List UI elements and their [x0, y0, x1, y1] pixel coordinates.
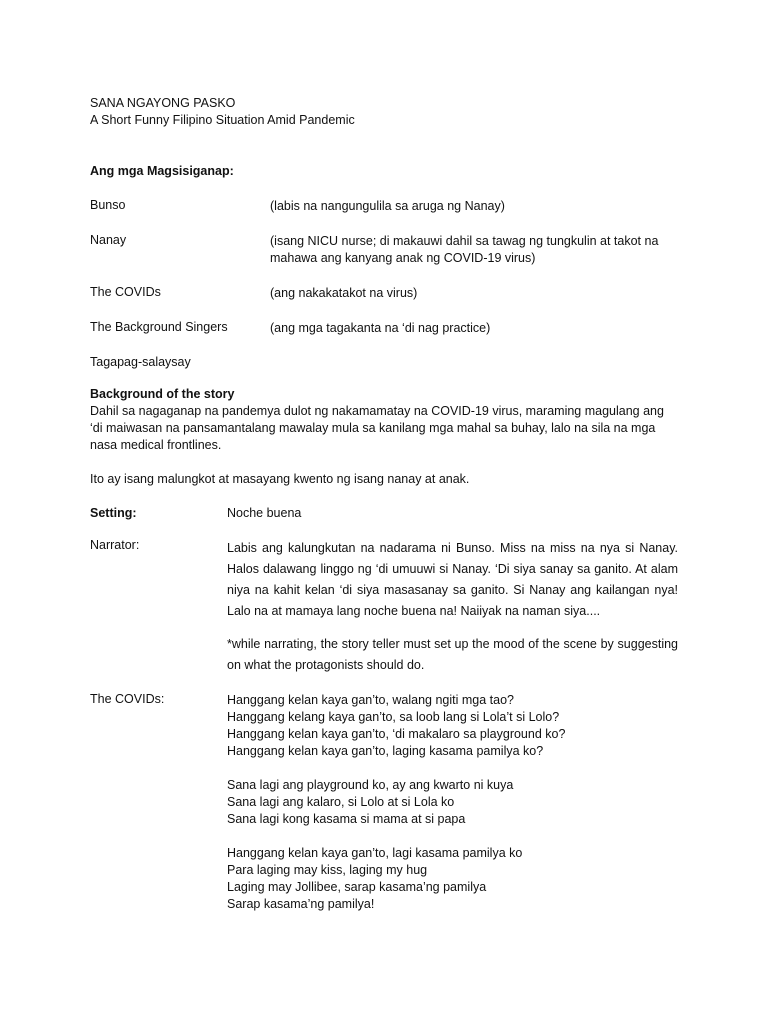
lyric-line: Laging may Jollibee, sarap kasama’ng pamilya — [227, 880, 487, 894]
setting-label: Setting: — [90, 506, 137, 520]
cast-name: Nanay — [90, 233, 127, 247]
cast-heading: Ang mga Magsisiganap: — [90, 164, 234, 178]
script-document — [90, 95, 678, 913]
cast-name: The COVIDs — [90, 285, 161, 299]
lyric-line: Sana lagi kong kasama si mama at si papa — [227, 812, 466, 826]
lyric-line: Sarap kasama’ng pamilya! — [227, 897, 375, 911]
cast-desc — [270, 355, 678, 369]
doc-title: SANA NGAYONG PASKO — [90, 96, 236, 110]
cast-name: Bunso — [90, 198, 126, 212]
background-text: Dahil sa nagaganap na pandemya dulot ng nakamamatay na COVID-19 virus, maraming magulang ang ‘di maiwasan na pansamantalang mawalay mula sa kanilang mga mahal sa buhay, lalo na sila na mga nasa medical frontlines. — [90, 404, 668, 452]
narrator-text: Labis ang kalungkutan na nadarama ni Bunso. Miss na miss na nya si Nanay. Halos dalawang linggo ng ‘di umuuwi si Nanay. ‘Di siya sanay sa ganito. At alam niya na kahit kelan ‘di siya masasanay sa ganito. Si Nanay ang kailangan nya! Lalo na at mamaya lang noche buena na! Naiiyak na naman siya.... — [227, 541, 678, 618]
lyric-line: Hanggang kelan kaya gan’to, lagi kasama pamilya ko — [227, 846, 523, 860]
cast-name: Tagapag-salaysay — [90, 355, 191, 369]
narrator-note: *while narrating, the story teller must set up the mood of the scene by suggesting on what the protagonists should do. — [227, 637, 678, 672]
setting-value: Noche buena — [227, 506, 302, 520]
lyric-line: Hanggang kelan kaya gan’to, ‘di makalaro sa playground ko? — [227, 727, 566, 741]
covids-row — [90, 692, 678, 913]
narrator-row — [90, 538, 678, 676]
cast-desc: (labis na nangungulila sa aruga ng Nanay) — [270, 199, 505, 213]
cast-row — [90, 320, 678, 337]
cast-row — [90, 355, 678, 369]
lyric-line: Hanggang kelan kaya gan’to, laging kasama pamilya ko? — [227, 744, 544, 758]
cast-name: The Background Singers — [90, 320, 228, 334]
cast-desc: (isang NICU nurse; di makauwi dahil sa tawag ng tungkulin at takot na mahawa ang kanyang anak ng COVID-19 virus) — [270, 234, 659, 265]
lyric-line: Para laging may kiss, laging my hug — [227, 863, 428, 877]
narrator-label: Narrator: — [90, 538, 140, 552]
background-text-2: Ito ay isang malungkot at masayang kwento ng isang nanay at anak. — [90, 472, 470, 486]
doc-subtitle: A Short Funny Filipino Situation Amid Pandemic — [90, 113, 355, 127]
cast-row — [90, 233, 678, 267]
cast-desc: (ang mga tagakanta na ‘di nag practice) — [270, 321, 491, 335]
cast-desc: (ang nakakatakot na virus) — [270, 286, 418, 300]
background-heading: Background of the story — [90, 387, 235, 401]
covids-lyrics — [227, 692, 678, 913]
lyric-line: Hanggang kelang kaya gan’to, sa loob lang si Lola’t si Lolo? — [227, 710, 560, 724]
lyric-line: Sana lagi ang kalaro, si Lolo at si Lola ko — [227, 795, 455, 809]
cast-row — [90, 285, 678, 302]
cast-row — [90, 198, 678, 215]
covids-label: The COVIDs: — [90, 692, 165, 706]
lyric-line: Sana lagi ang playground ko, ay ang kwarto ni kuya — [227, 778, 514, 792]
lyric-line: Hanggang kelan kaya gan’to, walang ngiti mga tao? — [227, 693, 515, 707]
setting-row — [90, 506, 678, 520]
